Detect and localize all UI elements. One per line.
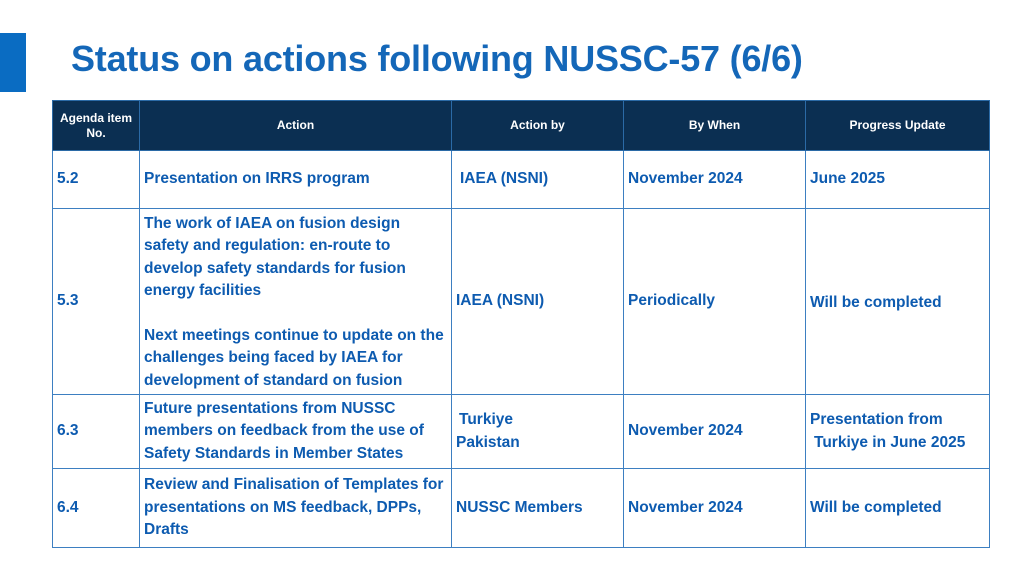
cell-by-when: November 2024: [624, 151, 806, 209]
page-title: Status on actions following NUSSC-57 (6/6): [71, 38, 803, 79]
cell-agenda: 5.2: [53, 151, 140, 209]
accent-bar: [0, 33, 26, 92]
table-row: [53, 151, 990, 209]
action-paragraph: Next meetings continue to update on the challenges being faced by IAEA for development of standard on fusion: [144, 326, 444, 389]
progress-line: Presentation from: [810, 411, 943, 428]
cell-progress: [806, 395, 990, 469]
cell-by-when: Periodically: [624, 209, 806, 395]
cell-agenda: 6.4: [53, 469, 140, 548]
cell-by-when: November 2024: [624, 469, 806, 548]
table-row: [53, 209, 990, 395]
table-row: [53, 395, 990, 469]
table-row: [53, 469, 990, 548]
cell-agenda: 6.3: [53, 395, 140, 469]
cell-action-by: IAEA (NSNI): [452, 151, 624, 209]
action-by-line: Pakistan: [456, 433, 520, 451]
cell-agenda: 5.3: [53, 209, 140, 395]
header-by-when: By When: [624, 101, 806, 151]
cell-action: [140, 209, 452, 395]
cell-progress: June 2025: [806, 151, 990, 209]
action-paragraph: The work of IAEA on fusion design safety and regulation: en-route to develop safety standards for fusion energy facilities: [144, 214, 406, 300]
table-header-row: [53, 101, 990, 151]
action-by-line: Turkiye: [459, 411, 513, 428]
header-action-by: Action by: [452, 101, 624, 151]
cell-action-by: NUSSC Members: [452, 469, 624, 548]
status-table: [52, 100, 990, 548]
cell-progress: Will be completed: [806, 209, 990, 395]
cell-progress: Will be completed: [806, 469, 990, 548]
cell-action-by: IAEA (NSNI): [452, 209, 624, 395]
progress-line: Turkiye in June 2025: [814, 433, 966, 451]
cell-action: Future presentations from NUSSC members on feedback from the use of Safety Standards in Member States: [140, 395, 452, 469]
cell-action: Review and Finalisation of Templates for presentations on MS feedback, DPPs, Drafts: [140, 469, 452, 548]
cell-action-by: [452, 395, 624, 469]
header-action: Action: [140, 101, 452, 151]
cell-action: Presentation on IRRS program: [140, 151, 452, 209]
cell-by-when: November 2024: [624, 395, 806, 469]
header-progress: Progress Update: [806, 101, 990, 151]
header-agenda: Agenda item No.: [53, 101, 140, 151]
paragraph-gap: [144, 303, 447, 325]
